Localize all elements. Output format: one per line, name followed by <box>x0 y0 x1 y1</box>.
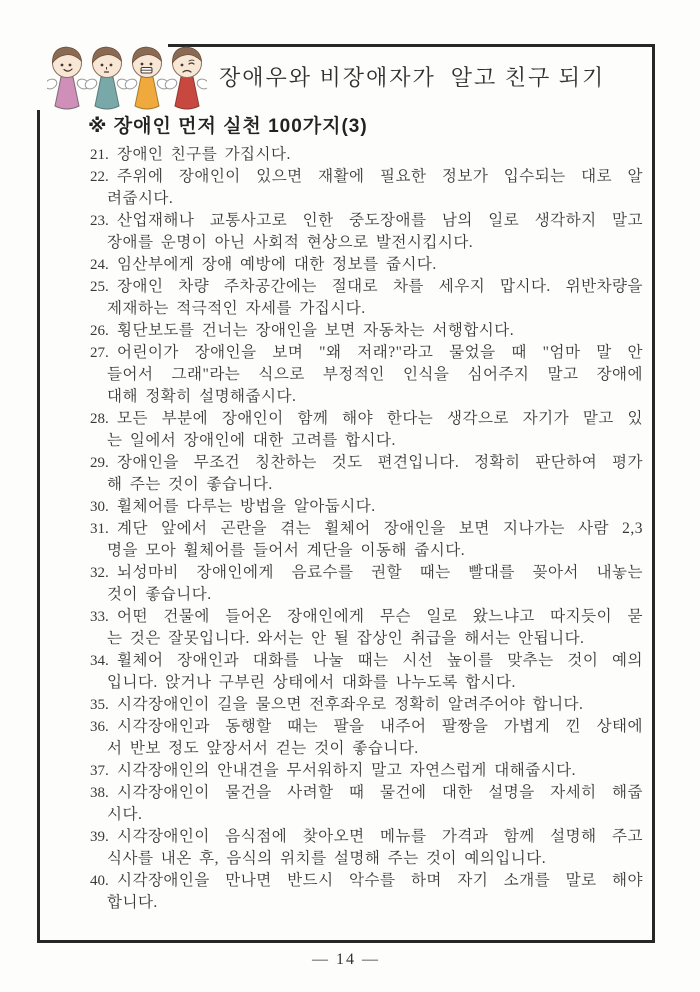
item-number: 31. <box>90 521 109 537</box>
item-line: 합니다. <box>107 894 158 911</box>
item-number: 33. <box>90 609 109 625</box>
list-item <box>90 606 643 650</box>
list-item <box>90 650 643 694</box>
page-border-bottom <box>37 940 655 943</box>
list-item <box>90 496 643 518</box>
item-line: 모든 부분에 장애인이 함께 해야 한다는 생각으로 자기가 맡고 있 <box>117 410 643 427</box>
item-line: 시각장애인을 만나면 반드시 악수를 하며 자기 소개를 말로 해야 <box>117 872 643 889</box>
item-number: 30. <box>90 499 109 515</box>
item-line: 시각장애인이 음식점에 찾아오면 메뉴를 가격과 함께 설명해 주고 <box>117 828 643 845</box>
list-item <box>90 320 643 342</box>
page-border-top <box>168 44 655 47</box>
item-number: 39. <box>90 829 109 845</box>
practice-list <box>90 144 643 914</box>
angel-kid-3 <box>124 47 171 109</box>
list-item <box>90 694 643 716</box>
item-number: 23. <box>90 213 109 229</box>
item-line: 제재하는 적극적인 자세를 가집시다. <box>107 300 366 317</box>
item-line: 시각장애인과 동행할 때는 팔을 내주어 팔짱을 가볍게 낀 상태에 <box>117 718 643 735</box>
list-item <box>90 342 643 408</box>
item-number: 22. <box>90 169 109 185</box>
item-line: 주위에 장애인이 있으면 재활에 필요한 정보가 입수되는 대로 알 <box>117 168 643 185</box>
item-number: 35. <box>90 697 109 713</box>
angel-children-icon <box>47 38 207 112</box>
item-number: 29. <box>90 455 109 471</box>
list-item <box>90 870 643 914</box>
list-item <box>90 276 643 320</box>
item-number: 32. <box>90 565 109 581</box>
item-line: 려줍시다. <box>107 190 174 207</box>
item-number: 28. <box>90 411 109 427</box>
page-border-right <box>652 44 655 943</box>
item-line: 시다. <box>107 806 143 823</box>
item-number: 34. <box>90 653 109 669</box>
angel-kid-2 <box>84 47 131 109</box>
item-line: 계단 앞에서 곤란을 겪는 휠체어 장애인을 보면 지나가는 사람 2,3 <box>117 520 643 537</box>
item-number: 40. <box>90 873 109 889</box>
page-number: — 14 — <box>312 951 380 968</box>
item-line: 는 것은 잘못입니다. 와서는 안 될 잡상인 취급을 해서는 안됩니다. <box>107 630 585 647</box>
item-line: 입니다. 앉거나 구부린 상태에서 대화를 나누도록 합시다. <box>107 674 516 691</box>
section-title: ※ 장애인 먼저 실천 100가지(3) <box>88 116 368 137</box>
list-item <box>90 518 643 562</box>
list-item <box>90 254 643 276</box>
list-item <box>90 760 643 782</box>
item-line: 시각장애인이 길을 물으면 전후좌우로 정확히 알려주어야 합니다. <box>117 696 584 713</box>
item-line: 장애를 운명이 아닌 사회적 현상으로 발전시킵시다. <box>107 234 474 251</box>
item-line: 휠체어를 다루는 방법을 알아둡시다. <box>117 498 376 515</box>
page-border-left <box>37 110 40 940</box>
list-item <box>90 144 643 166</box>
item-line: 식사를 내온 후, 음식의 위치를 설명해 주는 것이 예의입니다. <box>107 850 547 867</box>
item-line: 해 주는 것이 좋습니다. <box>107 476 273 493</box>
item-line: 횡단보도를 건너는 장애인을 보면 자동차는 서행합시다. <box>117 322 515 339</box>
list-item <box>90 166 643 210</box>
item-line: 장애인을 무조건 칭찬하는 것도 편견입니다. 정확히 판단하여 평가 <box>117 454 643 471</box>
item-line: 뇌성마비 장애인에게 음료수를 권할 때는 빨대를 꽂아서 내놓는 <box>117 564 643 581</box>
item-line: 대해 정확히 설명해줍시다. <box>107 388 297 405</box>
list-item <box>90 408 643 452</box>
item-line: 어린이가 장애인을 보며 "왜 저래?"라고 물었을 때 "엄마 말 안 <box>117 344 643 361</box>
list-item <box>90 562 643 606</box>
item-number: 25. <box>90 279 109 295</box>
item-number: 26. <box>90 323 109 339</box>
list-item <box>90 716 643 760</box>
item-line: 어떤 건물에 들어온 장애인에게 무슨 일로 왔느냐고 따지듯이 묻 <box>117 608 643 625</box>
item-line: 임산부에게 장애 예방에 대한 정보를 줍시다. <box>117 256 437 273</box>
item-line: 휠체어 장애인과 대화를 나눌 때는 시선 높이를 맞추는 것이 예의 <box>117 652 643 669</box>
item-number: 21. <box>90 147 109 163</box>
item-number: 24. <box>90 257 109 273</box>
page-title: 장애우와 비장애자가 알고 친구 되기 <box>219 65 606 90</box>
item-line: 산업재해나 교통사고로 인한 중도장애를 남의 일로 생각하지 말고 <box>117 212 643 229</box>
angel-kid-1 <box>47 47 90 109</box>
list-item <box>90 210 643 254</box>
item-line: 시각장애인의 안내견을 무서워하지 말고 자연스럽게 대해줍시다. <box>117 762 577 779</box>
item-number: 36. <box>90 719 109 735</box>
item-line: 것이 좋습니다. <box>107 586 212 603</box>
item-line: 는 일에서 장애인에 대한 고려를 합시다. <box>107 432 396 449</box>
list-item <box>90 782 643 826</box>
angel-kid-4 <box>164 47 207 109</box>
item-line: 장애인 차량 주차공간에는 절대로 차를 세우지 맙시다. 위반차량을 <box>117 278 643 295</box>
item-line: 장애인 친구를 가집시다. <box>117 146 291 163</box>
item-number: 27. <box>90 345 109 361</box>
item-number: 37. <box>90 763 109 779</box>
list-item <box>90 826 643 870</box>
item-line: 시각장애인이 물건을 사려할 때 물건에 대한 설명을 자세히 해줍 <box>117 784 643 801</box>
item-line: 명을 모아 휠체어를 들어서 계단을 이동해 줍시다. <box>107 542 466 559</box>
item-line: 들어서 그래"라는 식으로 부정적인 인식을 심어주지 말고 장애에 <box>107 366 643 383</box>
item-line: 서 반보 정도 앞장서서 걷는 것이 좋습니다. <box>107 740 419 757</box>
list-item <box>90 452 643 496</box>
item-number: 38. <box>90 785 109 801</box>
